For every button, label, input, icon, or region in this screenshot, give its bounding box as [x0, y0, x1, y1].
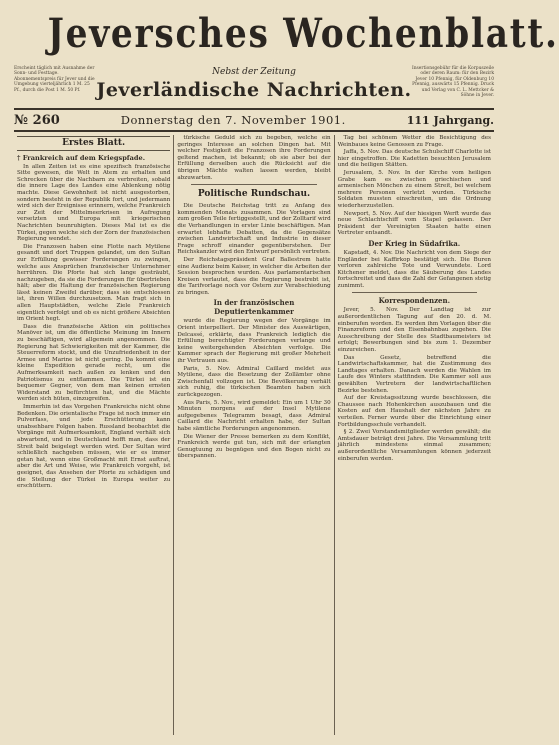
article-paragraph: Die Wiener der Presse bemerken zu dem Konflikt, Frankreich werde gut tun, sich mit der erlangten Genugtuung zu begnügen und den Bogen nicht zu überspannen. [177, 433, 331, 460]
subsection-heading: Korrespondenzen. [378, 296, 451, 306]
article-paragraph: Aus Paris, 5. Nov., wird gemeldet: Ein um 1 Uhr 30 Minuten morgens auf der Insel Mytilene aufgegebenes Telegramm besagt, dass Admiral Caillard die Nachricht erhalten habe, der Sultan habe sämtliche Forderungen angenommen. [177, 399, 331, 432]
divider [352, 292, 477, 293]
subtitle: Jeverländische Nachrichten. [96, 79, 412, 101]
subsection-heading: Der Krieg in Südafrika. [368, 238, 461, 248]
issue-date: Donnerstag den 7. November 1901. [120, 113, 346, 127]
column-2 [173, 135, 333, 735]
subtitle-block [96, 66, 411, 102]
article-paragraph: Jever, 5. Nov. Der Landtag ist zur außerordentlichen Tagung auf den 20. d. M. einberufen worden. Es werden ihm Vorlagen über die Finanzreform und den Eisenbahnbau zugehen. Die Ausschreibung der Stelle des Stadtbaumeisters ist erfolgt; Bewerbungen sind bis zum 1. Dezember einzureichen. [337, 307, 491, 354]
masthead-subrow [14, 66, 494, 106]
article-paragraph: Paris, 5. Nov. Admiral Caillard meldet aus Mytilene, dass die Besetzung der Zollämter ohne Zwischenfall vollzogen ist. Die Bevölkerung verhält sich ruhig, die türkischen Beamten haben sich zurückgezogen. [177, 365, 331, 398]
article-paragraph: Die Franzosen haben eine Flotte nach Mytilene gesandt und dort Truppen gelandet, um den Sultan zur Erfüllung gewisser Forderungen zu zwingen, welche aus Ansprüchen französischer Unternehmer herrühren. Die Pforte hat sich lange gesträubt, nachzugeben, da sie die Forderungen für übertrieben hält; aber die Haltung der französischen Regierung lässt keinen Zweifel darüber, dass sie entschlossen ist, ihren Willen durchzusetzen. Man fragt sich in allen Hauptstädten, welche Ziele Frankreich eigentlich verfolgt und ob es nicht größere Absichten im Orient hegt. [17, 243, 171, 323]
article-heading: † Frankreich auf dem Kriegspfade. [17, 154, 146, 162]
article-paragraph: Newport, 5. Nov. Auf der hiesigen Werft wurde das neue Schlachtschiff vom Stapel gelassen. Der Präsident der Vereinigten Staaten hatte einen Vertreter entsandt. [337, 210, 491, 237]
article-columns [14, 135, 494, 735]
column-3 [334, 135, 494, 735]
section-header-first: Erstes Blatt. [17, 136, 170, 151]
article-paragraph: Der Reichstagspräsident Graf Ballestrem hatte eine Audienz beim Kaiser, in welcher die Arbeiten der Session besprochen wurden. Aus parlamentarischen Kreisen verlautet, dass die Regierung bestrebt ist, die Tarifvorlage noch vor Ostern zur Verabschiedung zu bringen. [177, 256, 331, 296]
subscription-note: Erscheint täglich mit Ausnahme der Sonn- und Festtage. Abonnementspreis für Jever und die Umgebung vierteljährlich 1 M. 25 Pf., durch die Post 1 M. 50 Pf. [14, 66, 95, 93]
article-paragraph: wurde die Regierung wegen der Vorgänge im Orient interpelliert. Der Minister des Auswärtigen, Delcassé, erklärte, dass Frankreich lediglich die Erfüllung berechtigter Forderungen verlange und keine weitergehenden Absichten verfolge. Die Kammer sprach der Regierung mit großer Mehrheit ihr Vertrauen aus. [177, 318, 331, 365]
article-paragraph: Jerusalem, 5. Nov. In der Kirche vom heiligen Grabe kam es zwischen griechischen und armenischen Mönchen zu einem Streit, bei welchem mehrere Personen verletzt wurden. Türkische Soldaten mussten einschreiten, um die Ordnung wiederherzustellen. [337, 169, 491, 209]
article-paragraph: Immerhin ist das Vorgehen Frankreichs nicht ohne Bedenken. Die orientalische Frage ist noch immer ein Pulverfass, und jede Erschütterung kann unabsehbare Folgen haben. Russland beobachtet die Vorgänge mit Aufmerksamkeit, England verhält sich abwartend, und in Deutschland hofft man, dass der Streit bald beigelegt werden wird. Der Sultan wird schließlich nachgeben müssen, wie er es immer getan hat, wenn eine Großmacht mit Ernst auftrat, aber die Art und Weise, wie Frankreich vorgeht, ist geeignet, das Ansehen der Pforte zu schädigen und die Stellung der Türkei in Europa weiter zu erschüttern. [17, 403, 171, 490]
column-1 [14, 135, 173, 735]
article-paragraph: Auf der Kreistagssitzung wurde beschlossen, die Chaussee nach Hohenkirchen auszubauen und die Kosten auf den Haushalt der nächsten Jahre zu verteilen. Ferner wurde über die Einrichtung einer Fortbildungsschule verhandelt. [337, 395, 491, 428]
article-paragraph: Die Deutsche Reichstag tritt zu Anfang des kommenden Monats zusammen. Die Vorlagen sind zum großen Teile fertiggestellt, und der Zolltarif wird die Verhandlungen in erster Linie beschäftigen. Man erwartet lebhafte Debatten, da die Gegensätze zwischen Landwirtschaft und Industrie in dieser Frage schroff einander gegenüberstehen. Der Reichskanzler wird den Entwurf persönlich vertreten. [177, 203, 331, 256]
issue-year: 111 Jahrgang. [406, 113, 494, 127]
divider [191, 184, 316, 185]
article-paragraph: Tag bei schönem Wetter die Besichtigung des Weinbaues keine Genossen zu Frage. [337, 135, 491, 148]
masthead-title: Jeversches Wochenblatt. [47, 10, 559, 57]
article-paragraph: Das Gesetz, betreffend die Landwirtschaftskammer, hat die Zustimmung des Landtages erhalten. Danach werden die Wahlen im Laufe des Winters stattfinden. Die Kammer soll aus gewählten Vertretern der landwirtschaftlichen Bezirke bestehen. [337, 354, 491, 394]
article-paragraph: In allen Zeiten ist es eine spezifisch französische Sitte gewesen, die Welt in Atem zu erhalten und Schrecken über die Nachbarn zu verbreiten, sobald die innere Lage des Landes eine Ablenkung nötig machte. Diese Gewohnheit ist nicht ausgestorben, sondern besteht in der Republik fort, und jedermann wird sich der Ereignisse erinnern, welche Frankreich zur Zeit der Mittelmeerkrisen in Aufregung versetzten und Europa mit kriegerischen Nachrichten beunruhigten. Dieses Mal ist es die Türkei, gegen welche sich der Zorn der französischen Regierung wendet. [17, 163, 171, 243]
article-paragraph: Kapstadt, 4. Nov. Die Nachricht von dem Siege der Engländer bei Kaffirkop bestätigt sich. Die Buren verloren zahlreiche Tote und Verwundete. Lord Kitchener meldet, dass die Säuberung des Landes fortschreitet und dass die Zahl der Gefangenen stetig zunimmt. [337, 249, 491, 289]
subsection-heading: In der französischen Deputiertenkammer [213, 298, 295, 317]
section-header-politics: Politische Rundschau. [197, 189, 311, 200]
nebst-label: Nebst der Zeitung [212, 67, 296, 77]
issue-bar [14, 108, 494, 132]
article-paragraph: türkische Geduld sich zu begeben, welche ein geringes Interesse an solchen Dingen hat. Mit welcher Festigkeit die Franzosen ihre Forderungen geltend machen, ist bekannt; ob sie aber bei der Erfüllung derselben auch die Rücksicht auf die übrigen Mächte walten lassen werden, bleibt abzuwarten. [177, 135, 331, 181]
issue-number: № 260 [14, 112, 60, 128]
article-paragraph: § 2. Zwei Vorstandsmitglieder werden gewählt; die Amtsdauer beträgt drei Jahre. Die Versammlung tritt jährlich mindestens einmal zusammen; außerordentliche Versammlungen können jederzeit einberufen werden. [337, 429, 491, 462]
advertising-note: Insertionsgebühr für die Korpuszeile oder deren Raum: für den Bezirk Jever 10 Pfennig, für Oldenburg 10 Pfennig, auswärts 15 Pfennig. Druck und Verlag von C. L. Mettcker & Söhne in Jever. [411, 66, 494, 99]
article-paragraph: Jaffa, 5. Nov. Das deutsche Schulschiff Charlotte ist hier eingetroffen. Die Kadetten besuchten Jerusalem und die heiligen Stätten. [337, 149, 491, 169]
article-paragraph: Dass die französische Aktion ein politisches Manöver ist, um die öffentliche Meinung im Innern zu beschäftigen, wird allgemein angenommen. Die Regierung hat Schwierigkeiten mit der Kammer, die Steuerreform stockt, und die Unzufriedenheit in der Armee und Marine ist nicht gering. Da kommt eine kleine Expedition gerade recht, um die Aufmerksamkeit nach außen zu lenken und den Patriotismus zu entflammen. Die Türkei ist ein bequemer Gegner, von dem man keinen ernsten Widerstand zu befürchten hat, und die Mächte werden sich hüten, einzugreifen. [17, 323, 171, 403]
